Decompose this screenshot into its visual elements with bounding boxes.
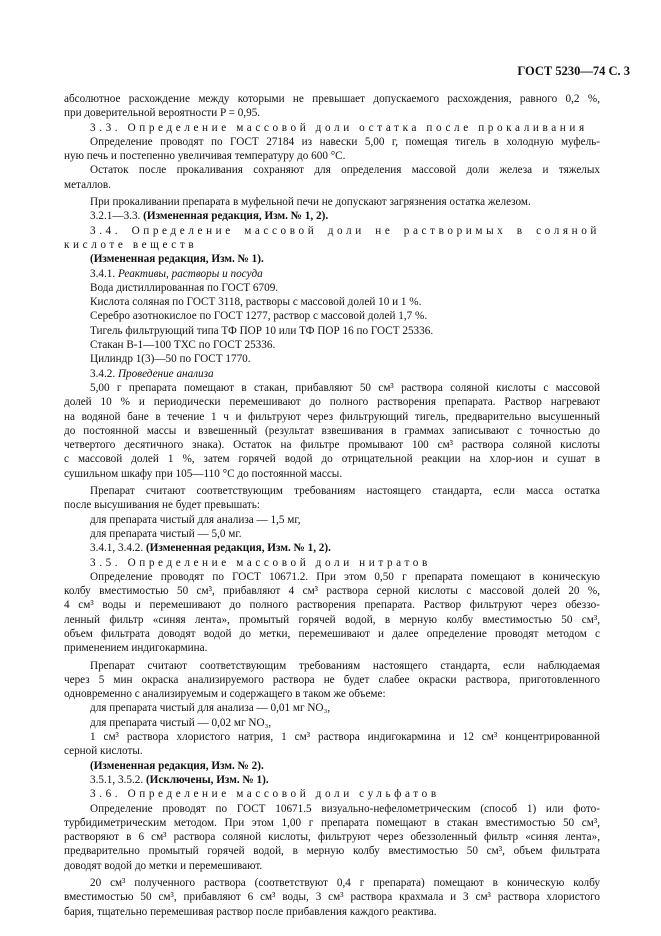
line-text: на водяной бане в течение 1 ч и фильтруют через фильтрующий тигель, предварительно высушенный bbox=[64, 410, 600, 423]
line-bold-text: (Измененная редакция, Изм. № 1). bbox=[90, 253, 264, 266]
line-bold-text: (Исключены, Изм. № 1). bbox=[145, 773, 269, 786]
line-text: Остаток после прокаливания сохраняют для определения массовой доли железа и тяжелых bbox=[90, 164, 600, 177]
text-line bbox=[64, 844, 600, 858]
line-text: 1 см³ раствора хлористого натрия, 1 см³ раствора индигокармина и 12 см³ концентрированной bbox=[90, 731, 600, 744]
text-line bbox=[64, 890, 600, 904]
text-line bbox=[64, 438, 600, 452]
line-bold-text: (Измененная редакция, Изм. № 1, 2). bbox=[143, 210, 329, 223]
line-text: одновременно с анализируемым и содержащего в таком же объеме: bbox=[64, 688, 386, 701]
line-text: абсолютное расхождение между которыми не превышает допускаемого расхождения, равного 0,2 %, bbox=[64, 93, 600, 105]
text-line bbox=[64, 527, 600, 541]
text-line bbox=[64, 613, 600, 627]
line-text: кислоте веществ bbox=[64, 238, 198, 251]
text-line bbox=[64, 716, 600, 730]
line-text: для препарата чистый для анализа — 1,5 мг, bbox=[90, 513, 301, 526]
line-text: вместимостью 50 см³, прибавляют 6 см³ воды, 3 см³ раствора крахмала и 3 см³ раствора хлористого bbox=[64, 891, 600, 904]
line-text: 3.4. Определение массовой доли не растворимых в соляной bbox=[90, 224, 600, 237]
line-text: Тигель фильтрующий типа ТФ ПОР 10 или ТФ ПОР 16 по ГОСТ 25336. bbox=[90, 324, 434, 337]
text-line bbox=[64, 195, 600, 209]
text-line bbox=[64, 295, 600, 309]
line-text: Вода дистиллированная по ГОСТ 6709. bbox=[90, 281, 279, 294]
line-text: ленный фильтр «синяя лента», промытый горячей водой, в мерную колбу вместимостью 50 см³, bbox=[64, 613, 600, 626]
text-line bbox=[64, 252, 600, 266]
text-line bbox=[64, 135, 600, 149]
text-line bbox=[64, 424, 600, 438]
line-text: Определение проводят по ГОСТ 10671.5 визуально-нефелометрическим (способ 1) или фото- bbox=[90, 802, 600, 815]
line-text: серной кислоты. bbox=[64, 745, 143, 758]
line-text: ную печь и постепенно увеличивая температуру до 600 °С. bbox=[64, 150, 346, 163]
line-text: Стакан В-1—100 ТХС по ГОСТ 25336. bbox=[90, 339, 276, 352]
page-header: ГОСТ 5230—74 С. 3 bbox=[517, 64, 630, 78]
text-line bbox=[64, 759, 600, 773]
text-line bbox=[64, 178, 600, 192]
line-text: с массовой долей 1 %, затем горячей водой до отрицательной реакции на хлор-ион и сушат в bbox=[64, 453, 600, 466]
text-line bbox=[64, 730, 600, 744]
text-line bbox=[64, 773, 600, 787]
text-line bbox=[64, 238, 600, 252]
text-line bbox=[64, 673, 600, 687]
text-line bbox=[64, 659, 600, 673]
line-text: после высушивания не будет превышать: bbox=[64, 499, 260, 512]
line-text: Серебро азотнокислое по ГОСТ 1277, раствор с массовой долей 1,7 %. bbox=[90, 310, 428, 323]
text-line bbox=[64, 905, 600, 919]
text-line bbox=[64, 324, 600, 338]
text-line bbox=[64, 224, 600, 238]
line-text: сушильном шкафу при 105—110 °С до постоянной массы. bbox=[64, 467, 343, 480]
text-line bbox=[64, 381, 600, 395]
text-line bbox=[64, 395, 600, 409]
line-text: 3.6. Определение массовой доли сульфатов bbox=[90, 788, 440, 801]
line-text: 3.2.1—3.3. bbox=[90, 210, 144, 223]
line-text: для препарата чистый для анализа — 0,01 мг NO₃, bbox=[90, 702, 331, 715]
line-text: металлов. bbox=[64, 178, 111, 191]
text-line bbox=[64, 267, 600, 281]
text-line bbox=[64, 484, 600, 498]
line-text: Определение проводят по ГОСТ 27184 из навески 5,00 г, помещая тигель в холодную муфель- bbox=[90, 135, 600, 148]
text-line bbox=[64, 802, 600, 816]
text-line bbox=[64, 584, 600, 598]
line-text: для препарата чистый — 0,02 мг NO₃, bbox=[90, 716, 272, 729]
text-line bbox=[64, 513, 600, 527]
line-text: 20 см³ полученного раствора (соответствуют 0,4 г препарата) помещают в коническую колбу bbox=[90, 877, 600, 890]
text-line bbox=[64, 209, 600, 223]
line-text: При прокаливании препарата в муфельной печи не допускают загрязнения остатка железом. bbox=[90, 196, 531, 209]
text-line bbox=[64, 309, 600, 323]
text-line bbox=[64, 121, 600, 135]
line-text: для препарата чистый — 5,0 мг. bbox=[90, 527, 242, 540]
text-line bbox=[64, 92, 600, 106]
text-line bbox=[64, 281, 600, 295]
text-line bbox=[64, 106, 600, 120]
line-text: Препарат считают соответствующим требованиям настоящего стандарта, если масса остатка bbox=[90, 485, 600, 498]
line-text: предварительно промытый горячей водой, в мерную колбу вместимостью 50 см³, объем фильтрата bbox=[64, 845, 600, 858]
text-line bbox=[64, 498, 600, 512]
line-text: 3.4.1, 3.4.2. bbox=[90, 542, 146, 555]
text-line bbox=[64, 163, 600, 177]
line-text: 3.5.1, 3.5.2. bbox=[90, 773, 146, 786]
line-text: до постоянной массы и взвешенный (результат взвешивания в граммах записывают с точностью до bbox=[64, 424, 600, 437]
text-line bbox=[64, 627, 600, 641]
text-line bbox=[64, 467, 600, 481]
text-line bbox=[64, 352, 600, 366]
text-line bbox=[64, 816, 600, 830]
line-text: 3.5. Определение массовой доли нитратов bbox=[90, 556, 431, 569]
line-text: Препарат считают соответствующим требованиям настоящего стандарта, если наблюдаемая bbox=[90, 659, 600, 672]
text-line bbox=[64, 452, 600, 466]
line-text: Определение проводят по ГОСТ 10671.2. При этом 0,50 г препарата помещают в коническую bbox=[90, 570, 600, 583]
line-text: четвертого десятичного знака). Остаток на фильтре промывают 100 см³ раствора соляной кислоты bbox=[64, 439, 600, 452]
text-line bbox=[64, 541, 600, 555]
line-text: через 5 мин окраска анализируемого раствора не будет слабее окраски раствора, приготовленного bbox=[64, 673, 600, 686]
text-line bbox=[64, 876, 600, 890]
line-bold-text: (Измененная редакция, Изм. № 1, 2). bbox=[145, 542, 331, 555]
line-text: 4 см³ воды и перемешивают до полного растворения препарата. Раствор фильтруют через обеззо- bbox=[64, 599, 600, 612]
line-text: долей 10 % и периодически перемешивают до полного растворения препарата. Раствор нагревают bbox=[64, 396, 600, 409]
text-line bbox=[64, 556, 600, 570]
line-text: Кислота соляная по ГОСТ 3118, растворы с массовой долей 10 и 1 %. bbox=[90, 296, 422, 309]
line-text: Цилиндр 1(3)—50 по ГОСТ 1770. bbox=[90, 353, 251, 366]
text-line bbox=[64, 859, 600, 873]
line-text: при доверительной вероятности P = 0,95. bbox=[64, 107, 261, 120]
line-text: бария, тщательно перемешивая раствор после прибавления каждого реактива. bbox=[64, 905, 437, 918]
line-text: применением индигокармина. bbox=[64, 642, 208, 655]
text-line bbox=[64, 598, 600, 612]
line-text: 3.3. Определение массовой доли остатка после прокаливания bbox=[90, 121, 588, 134]
text-line bbox=[64, 701, 600, 715]
document-body bbox=[64, 92, 600, 919]
line-text: доводят водой до метки и перемешивают. bbox=[64, 859, 263, 872]
text-line bbox=[64, 641, 600, 655]
line-text: растворяют в 6 см³ раствора соляной кислоты, фильтруют через обеззоленный фильтр «синяя лента», bbox=[64, 831, 600, 844]
line-text: объем фильтрата доводят водой до метки, перемешивают и далее определение проводят методом с bbox=[64, 627, 600, 640]
line-text: 3.4.2. bbox=[90, 367, 118, 380]
line-text: 5,00 г препарата помещают в стакан, прибавляют 50 см³ раствора соляной кислоты с массовой bbox=[90, 381, 600, 394]
text-line bbox=[64, 367, 600, 381]
line-bold-text: (Измененная редакция, Изм. № 2). bbox=[90, 759, 264, 772]
line-text: колбу вместимостью 50 см³, прибавляют 4 см³ раствора серной кислоты с массовой долей 20 %, bbox=[64, 585, 600, 598]
text-line bbox=[64, 744, 600, 758]
text-line bbox=[64, 149, 600, 163]
line-text: 3.4.1. bbox=[90, 267, 118, 280]
text-line bbox=[64, 830, 600, 844]
text-line bbox=[64, 570, 600, 584]
line-italic-text: Реактивы, растворы и посуда bbox=[117, 267, 263, 280]
text-line bbox=[64, 410, 600, 424]
text-line bbox=[64, 687, 600, 701]
text-line bbox=[64, 787, 600, 801]
text-line bbox=[64, 338, 600, 352]
line-italic-text: Проведение анализа bbox=[117, 367, 214, 380]
line-text: турбидиметрическим методом. При этом 1,00 г препарата помещают в стакан вместимостью 50 см³, bbox=[64, 816, 600, 829]
